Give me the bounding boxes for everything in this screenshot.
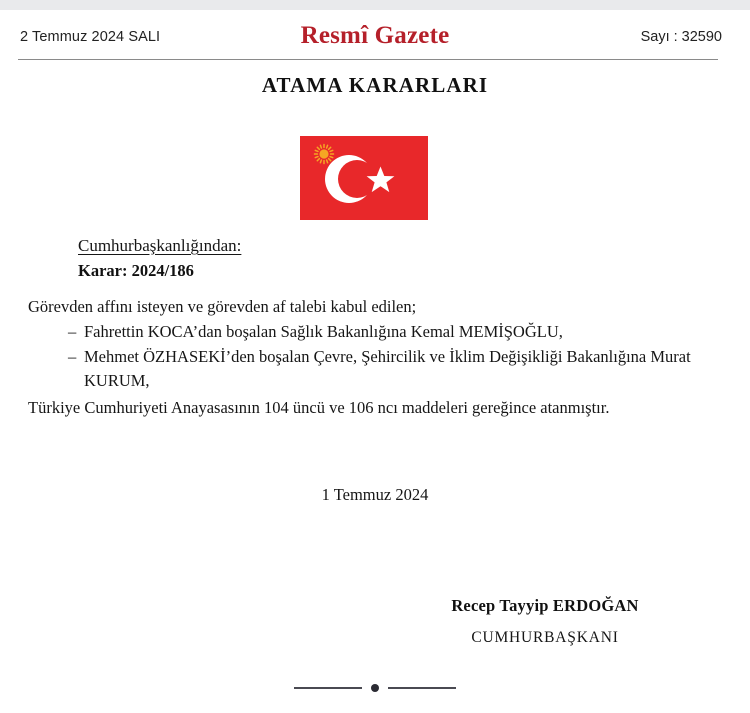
intro-paragraph: Görevden affını isteyen ve görevden af talebi kabul edilen; <box>28 297 417 316</box>
page-title: ATAMA KARARLARI <box>261 73 489 97</box>
divider-dot-icon <box>371 684 379 692</box>
signature-block <box>380 596 710 647</box>
header-rule <box>18 59 718 60</box>
decree-date: 1 Temmuz 2024 <box>321 485 429 504</box>
publication-date: 2 Temmuz 2024 SALI <box>20 29 161 45</box>
gazette-header <box>0 10 750 58</box>
dash-bullet-icon: – <box>68 322 77 341</box>
masthead-title: Resmî Gazete <box>300 22 450 49</box>
list-item-text: Mehmet ÖZHASEKİ’den boşalan Çevre, Şehircilik ve İklim Değişikliği Bakanlığına Murat KURUM, <box>84 347 691 390</box>
top-gray-band <box>0 0 750 10</box>
signatory-name: Recep Tayyip ERDOĞAN <box>451 596 639 615</box>
decision-number: Karar: 2024/186 <box>78 261 194 280</box>
ornamental-divider <box>0 684 750 692</box>
divider-line-right <box>388 687 456 689</box>
signatory-title: CUMHURBAŞKANI <box>471 629 619 646</box>
list-item <box>28 345 722 393</box>
turkish-flag <box>300 136 428 220</box>
divider-line-left <box>294 687 362 689</box>
issue-number: Sayı : 32590 <box>640 29 722 45</box>
dash-bullet-icon: – <box>68 347 77 366</box>
list-item-text: Fahrettin KOCA’dan boşalan Sağlık Bakanlığına Kemal MEMİŞOĞLU, <box>84 322 563 341</box>
issuing-authority: Cumhurbaşkanlığından: <box>78 236 242 255</box>
sun-emblem <box>315 145 334 164</box>
closing-paragraph: Türkiye Cumhuriyeti Anayasasının 104 üncü ve 106 ncı maddeleri gereğince atanmıştır. <box>28 398 610 417</box>
list-item <box>28 320 722 344</box>
appointment-list <box>28 320 722 394</box>
